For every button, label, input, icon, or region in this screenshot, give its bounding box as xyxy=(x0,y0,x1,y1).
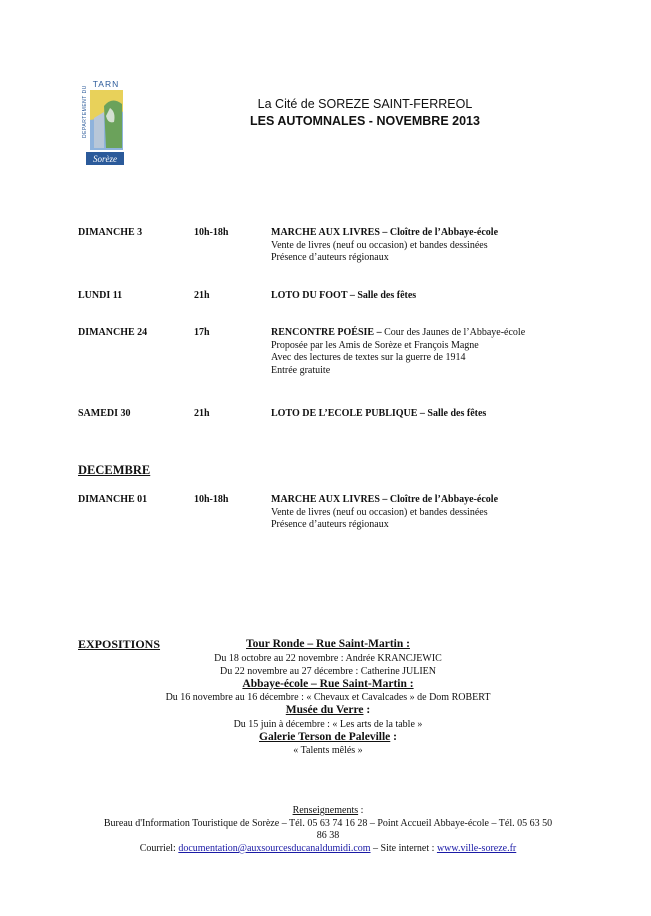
event-day: DIMANCHE 01 xyxy=(78,494,148,505)
website-label: – Site internet : xyxy=(370,842,437,854)
expositions-list xyxy=(78,638,578,757)
exposition-venue-title: Abbaye-école – Rue Saint-Martin : xyxy=(242,677,414,690)
event-title: RENCONTRE POÉSIE – xyxy=(271,327,382,338)
footer-label: Renseignements xyxy=(292,805,359,816)
event-description xyxy=(271,290,591,303)
exposition-venue-colon: : xyxy=(363,704,371,716)
event-detail: Présence d’auteurs régionaux xyxy=(271,252,389,264)
exposition-detail: Du 18 octobre au 22 novembre : Andrée KRANCJEWIC xyxy=(214,652,442,664)
event-detail: Vente de livres (neuf ou occasion) et bandes dessinées xyxy=(271,239,488,251)
event-detail: Entrée gratuite xyxy=(271,364,331,376)
email-link[interactable]: documentation@auxsourcesducanaldumidi.com xyxy=(178,842,371,854)
event-day: DIMANCHE 24 xyxy=(78,327,148,338)
event-time: 10h-18h xyxy=(194,494,229,505)
svg-text:Sorèze: Sorèze xyxy=(93,154,117,164)
exposition-venue-title: Tour Ronde – Rue Saint-Martin : xyxy=(246,638,410,650)
exposition-venue-title: Musée du Verre xyxy=(285,704,364,716)
header-city: La Cité de SOREZE SAINT-FERREOL xyxy=(257,97,473,111)
event-time: 21h xyxy=(194,290,210,301)
event-time: 10h-18h xyxy=(194,227,229,238)
tarn-department-logo xyxy=(80,78,126,166)
footer-phones-cont: 86 38 xyxy=(316,830,340,842)
event-detail: Proposée par les Amis de Sorèze et François Magne xyxy=(271,339,479,351)
event-time: 21h xyxy=(194,408,210,419)
website-link[interactable]: www.ville-soreze.fr xyxy=(436,842,517,854)
exposition-venue-colon: : xyxy=(390,730,397,743)
expositions-label: EXPOSITIONS xyxy=(78,637,161,651)
event-day: SAMEDI 30 xyxy=(78,408,131,419)
event-detail: Avec des lectures de textes sur la guerre de 1914 xyxy=(271,352,466,364)
event-description xyxy=(271,327,591,377)
event-title: MARCHE AUX LIVRES – Cloître de l’Abbaye-école xyxy=(271,494,499,505)
event-description xyxy=(271,494,591,532)
event-title: MARCHE AUX LIVRES – Cloître de l’Abbaye-école xyxy=(271,227,499,238)
event-day: DIMANCHE 3 xyxy=(78,227,143,238)
courriel-label: Courriel: xyxy=(139,842,179,854)
page-header xyxy=(220,96,510,130)
exposition-detail: Du 16 novembre au 16 décembre : « Chevaux et Cavalcades » de Dom ROBERT xyxy=(165,692,491,703)
event-detail: Présence d’auteurs régionaux xyxy=(271,519,389,531)
contact-footer xyxy=(78,805,578,855)
month-heading-december: DECEMBRE xyxy=(78,463,151,477)
event-description xyxy=(271,408,591,421)
event-description xyxy=(271,227,591,265)
exposition-detail: Du 15 juin à décembre : « Les arts de la table » xyxy=(233,718,423,730)
exposition-venue-title: Galerie Terson de Paleville xyxy=(259,730,391,743)
event-time: 17h xyxy=(194,327,210,338)
exposition-detail: « Talents mêlés » xyxy=(293,745,363,756)
svg-text:DEPARTEMENT DU: DEPARTEMENT DU xyxy=(82,85,88,138)
event-detail: Vente de livres (neuf ou occasion) et bandes dessinées xyxy=(271,506,488,518)
event-title: LOTO DU FOOT – Salle des fêtes xyxy=(271,290,417,301)
event-location: Cour des Jaunes de l’Abbaye-école xyxy=(381,327,526,338)
event-title: LOTO DE L’ECOLE PUBLIQUE – Salle des fêtes xyxy=(271,408,487,419)
svg-text:TARN: TARN xyxy=(92,79,120,89)
footer-label-colon: : xyxy=(358,805,364,816)
event-day: LUNDI 11 xyxy=(78,290,123,301)
exposition-detail: Du 22 novembre au 27 décembre : Catherine JULIEN xyxy=(219,665,437,677)
footer-phones: Bureau d'Information Touristique de Sorèze – Tél. 05 63 74 16 28 – Point Accueil Abbaye-école – Tél. 05 63 50 xyxy=(103,817,553,829)
header-event-title: LES AUTOMNALES - NOVEMBRE 2013 xyxy=(250,114,480,128)
